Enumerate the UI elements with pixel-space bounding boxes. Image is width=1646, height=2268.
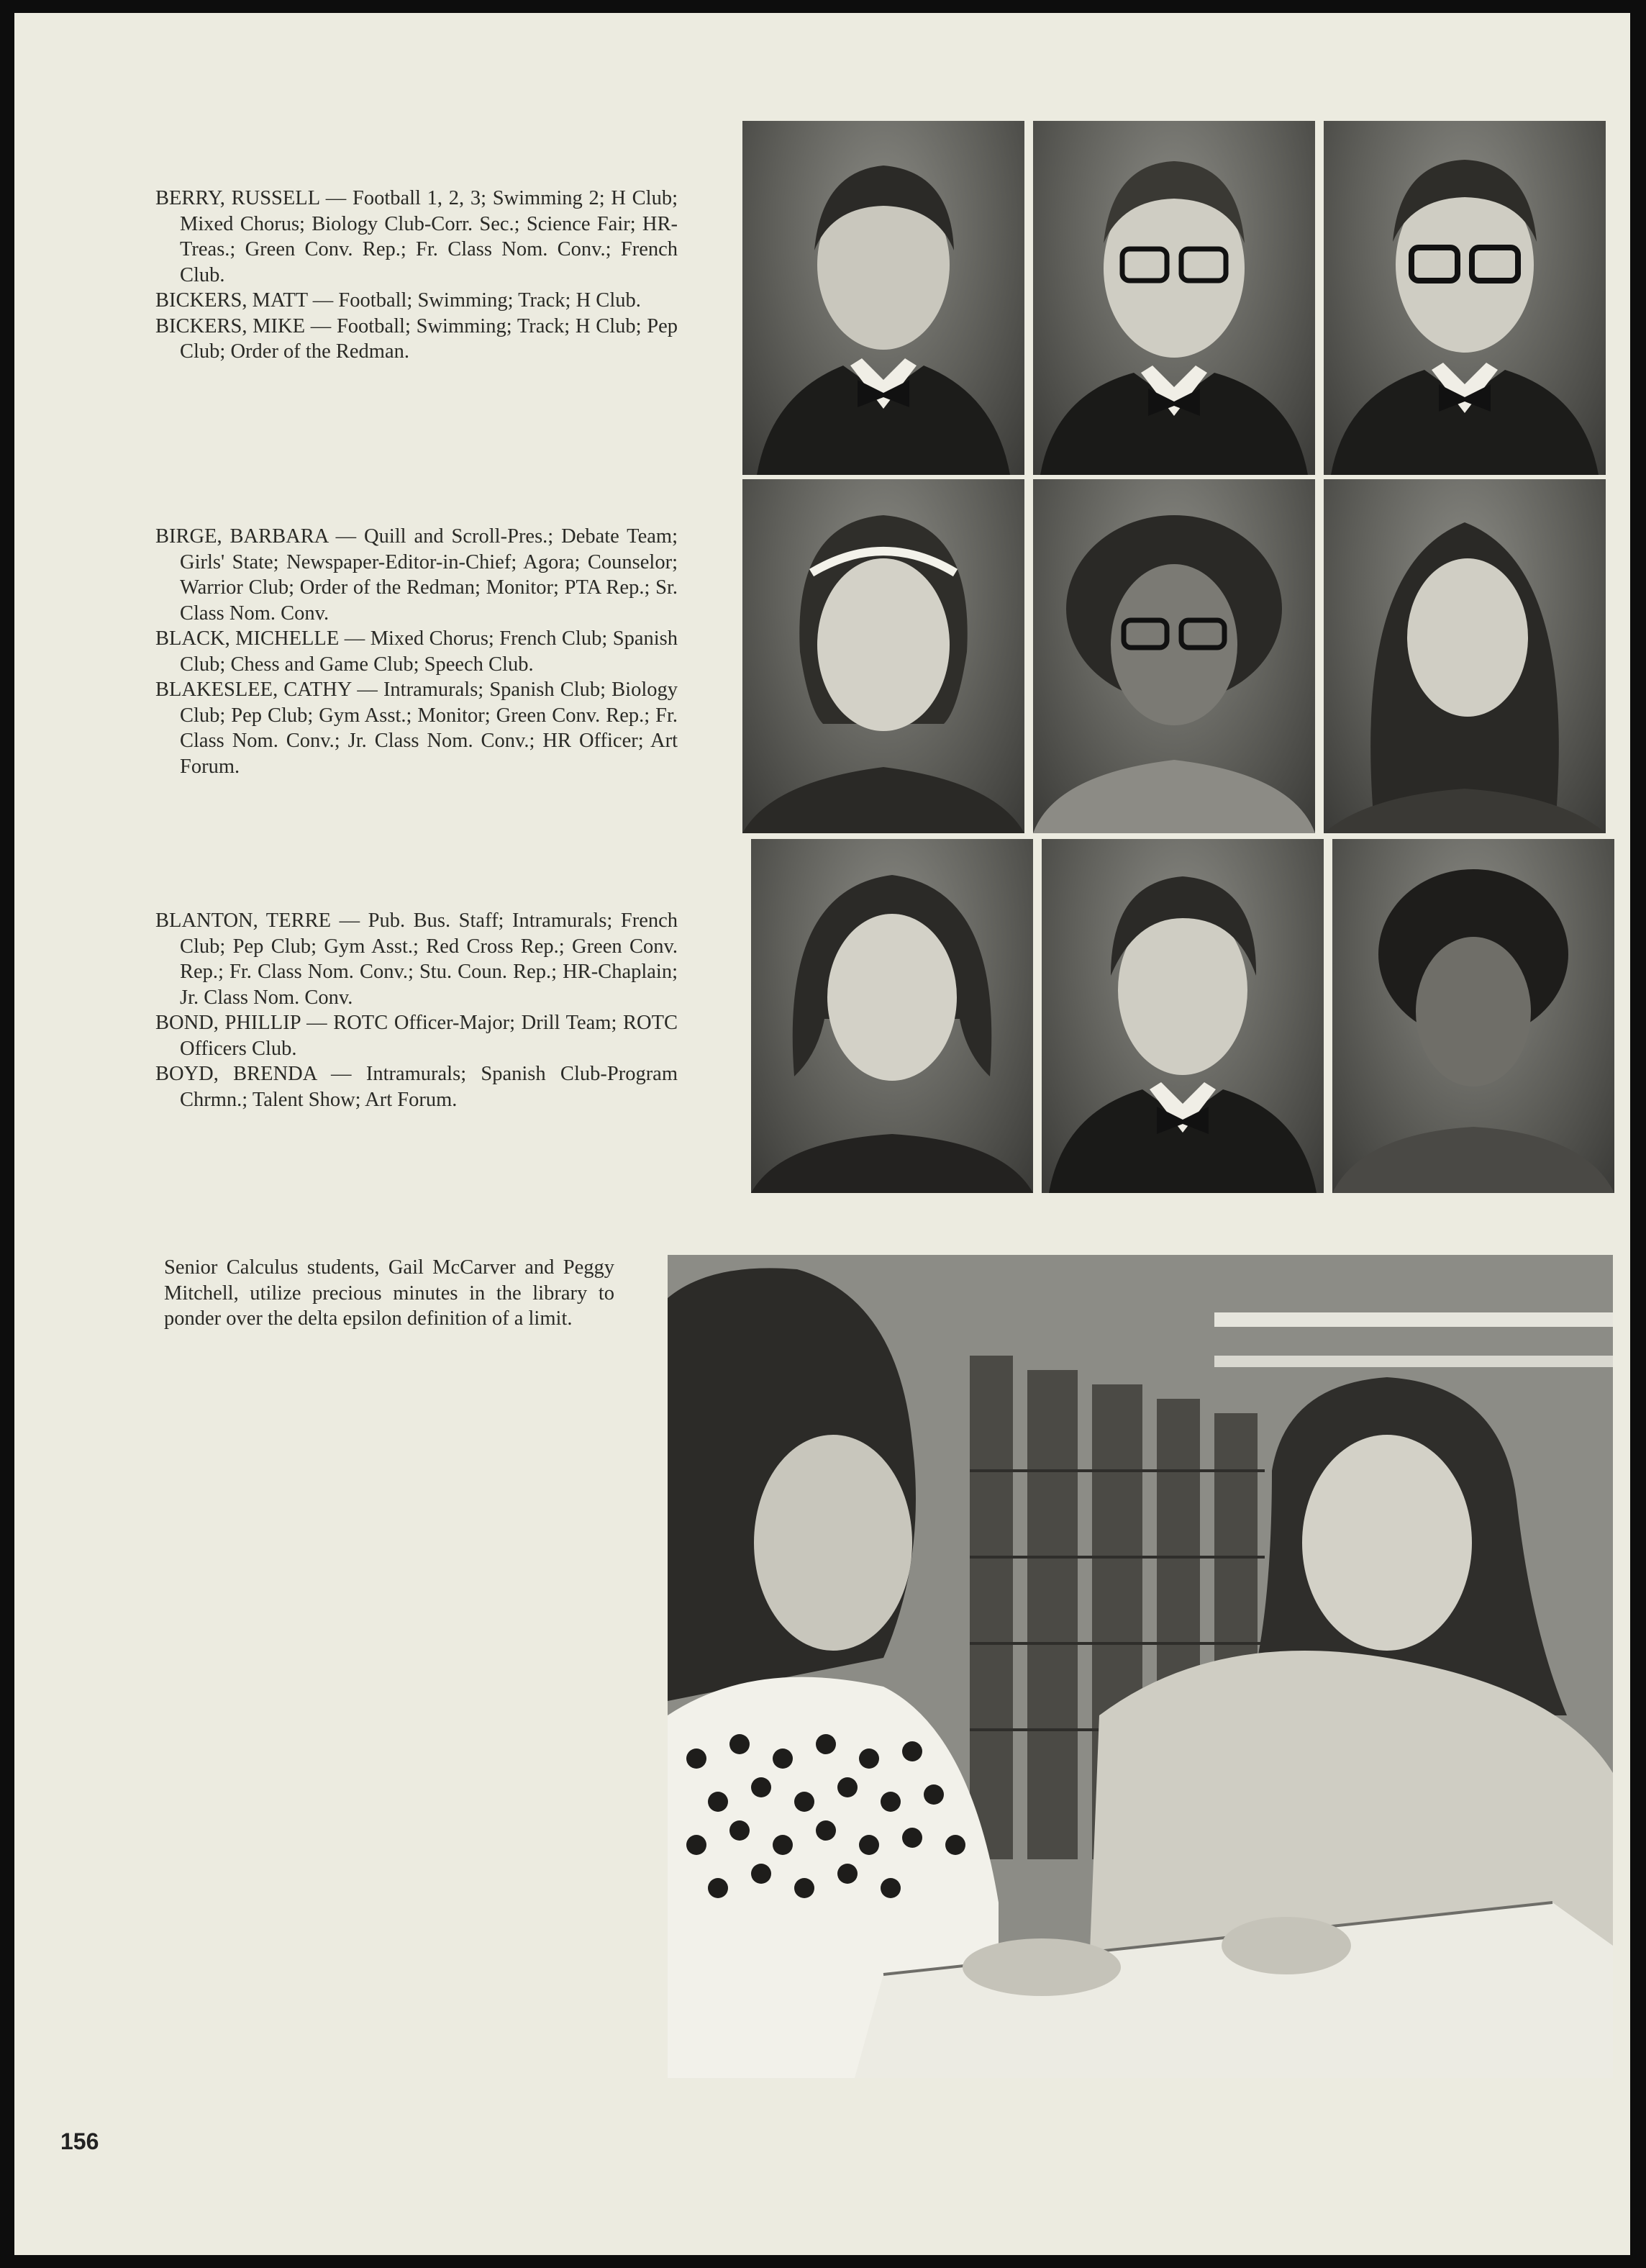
bio-entry: BERRY, RUSSELL — Football 1, 2, 3; Swimming 2; H Club; Mixed Chorus; Biology Club-Corr. Sec.; Science Fair; HR-Treas.; Green Conv. Rep.; Fr. Class Nom. Conv.; French Club. xyxy=(155,187,678,286)
bio-entry: BICKERS, MIKE — Football; Swimming; Track; H Club; Pep Club; Order of the Redman. xyxy=(155,314,678,363)
portrait-birge-barbara xyxy=(742,479,1024,833)
bio-group-1 xyxy=(155,186,678,365)
bio-entry: BOYD, BRENDA — Intramurals; Spanish Club-Program Chrmn.; Talent Show; Art Forum. xyxy=(155,1063,678,1111)
photo-caption: Senior Calculus students, Gail McCarver and Peggy Mitchell, utilize precious minutes in the library to ponder over the delta epsilon definition of a limit. xyxy=(164,1256,614,1330)
portrait-black-michelle xyxy=(1033,479,1315,833)
library-photo xyxy=(668,1255,1613,2078)
portrait-boyd-brenda xyxy=(1332,839,1614,1193)
yearbook-page xyxy=(14,13,1630,2255)
bio-group-2 xyxy=(155,524,678,779)
portrait-blanton-terre xyxy=(751,839,1033,1193)
bio-group-3 xyxy=(155,908,678,1112)
portrait-bond-phillip xyxy=(1042,839,1324,1193)
portrait-bickers-mike xyxy=(1324,121,1606,475)
bio-entry: BLAKESLEE, CATHY — Intramurals; Spanish Club; Biology Club; Pep Club; Gym Asst.; Monitor; Green Conv. Rep.; Fr. Class Nom. Conv.; Jr. Class Nom. Conv.; HR Officer; Art Forum. xyxy=(155,679,678,778)
bio-entry: BOND, PHILLIP — ROTC Officer-Major; Drill Team; ROTC Officers Club. xyxy=(155,1012,678,1060)
page-number: 156 xyxy=(60,2128,99,2154)
portrait-blakeslee-cathy xyxy=(1324,479,1606,833)
bio-entry: BLACK, MICHELLE — Mixed Chorus; French Club; Spanish Club; Chess and Game Club; Speech Club. xyxy=(155,627,678,676)
bio-entry: BIRGE, BARBARA — Quill and Scroll-Pres.; Debate Team; Girls' State; Newspaper-Editor-in-Chief; Agora; Counselor; Warrior Club; Order of the Redman; Monitor; PTA Rep.; Sr. Class Nom. Conv. xyxy=(155,525,678,625)
bio-entry: BLANTON, TERRE — Pub. Bus. Staff; Intramurals; French Club; Pep Club; Gym Asst.; Red Cross Rep.; Green Conv. Rep.; Fr. Class Nom. Conv.; Stu. Coun. Rep.; HR-Chaplain; Jr. Class Nom. Conv. xyxy=(155,910,678,1009)
portrait-berry-russell xyxy=(742,121,1024,475)
bio-entry: BICKERS, MATT — Football; Swimming; Track; H Club. xyxy=(155,289,641,312)
portrait-bickers-matt xyxy=(1033,121,1315,475)
